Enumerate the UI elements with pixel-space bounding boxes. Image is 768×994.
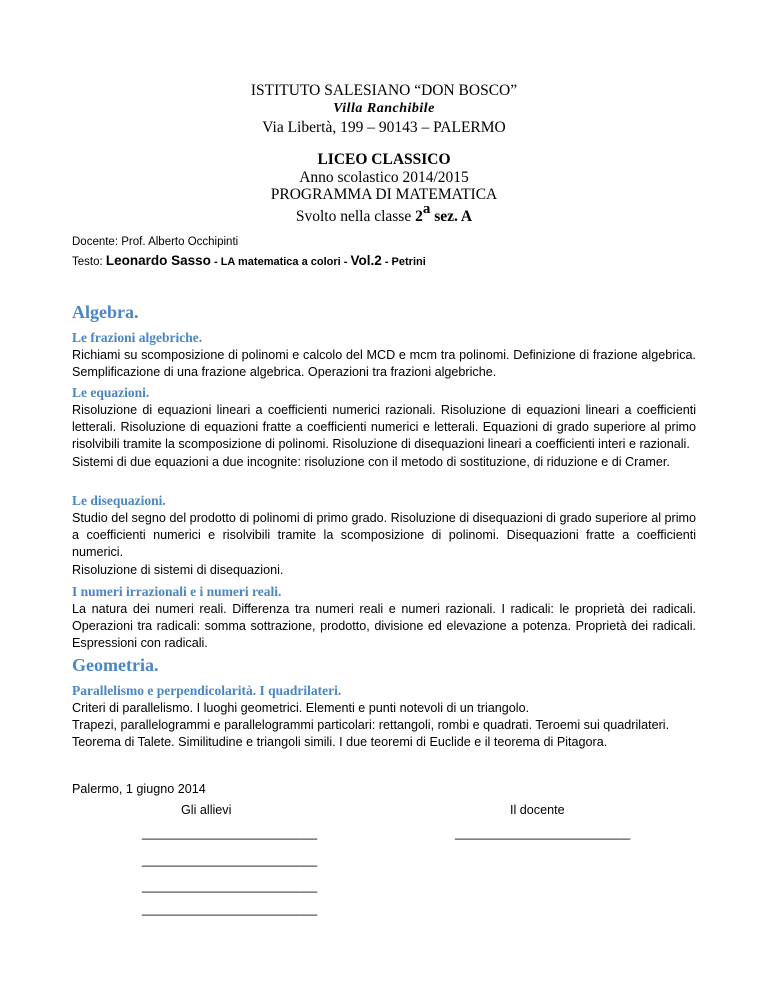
school-year: Anno scolastico 2014/2015 <box>299 169 469 186</box>
class-number: 2 <box>415 208 423 226</box>
subsection-title-parallelism: Parallelismo e perpendicolarità. I quadrilateri. <box>72 683 342 698</box>
paragraph-fractions <box>72 347 696 381</box>
student-signature-line: _________________________ <box>142 853 318 867</box>
paragraph-real-numbers <box>72 601 696 653</box>
teacher-line: Docente: Prof. Alberto Occhipinti <box>72 236 239 248</box>
student-signature-line: _________________________ <box>142 826 318 840</box>
paragraph-text: Trapezi, parallelogrammi e parallelogrammi particolari: rettangoli, rombi e quadrati. Teroemi sui quadrilateri. <box>72 718 670 733</box>
address: Via Libertà, 199 – 90143 – PALERMO <box>262 119 506 136</box>
paragraph-text: La natura dei numeri reali. Differenza tra numeri reali e numeri razionali. I radicali: le proprietà dei radicali. Operazioni tra radicali: somma sottrazione, prodotto, divisione ed elevazione a potenza. Proprietà dei radicali. Espressioni con radicali. <box>72 602 696 651</box>
textbook-title: - LA matematica a colori - <box>210 256 351 268</box>
paragraph-text: Risoluzione di equazioni lineari a coefficienti numerici razionali. Risoluzione di equazioni lineari a coefficienti letterali. Risoluzione di equazioni fratte a coefficienti numerici e letterali. Equazioni di grado superiore al primo risolvibili tramite la scomposizione di polinomi. Risoluzione di disequazioni lineari a coefficienti interi e razionali. <box>72 403 696 452</box>
geometry-heading: Geometria. <box>72 655 159 675</box>
subsection-title-fractions: Le frazioni algebriche. <box>72 330 203 345</box>
teacher-label: Il docente <box>510 803 565 817</box>
paragraph-text: Risoluzione di sistemi di disequazioni. <box>72 562 284 577</box>
textbook-publisher: - Petrini <box>381 256 426 268</box>
villa-name: Villa Ranchibile <box>333 101 435 116</box>
students-label: Gli allievi <box>181 803 232 817</box>
paragraph-inequalities <box>72 510 696 579</box>
paragraph-text: Studio del segno del prodotto di polinomi di primo grado. Risoluzione di disequazioni di grado superiore al primo a coefficienti numerici e risolvibili tramite la scomposizione di polinomi. Disequazioni fratte a coefficienti numerici. <box>72 511 696 560</box>
institute-name: ISTITUTO SALESIANO “DON BOSCO” <box>250 82 518 99</box>
program-title: PROGRAMMA DI MATEMATICA <box>270 186 498 203</box>
paragraph-parallelism <box>72 700 696 752</box>
subsection-title-real-numbers: I numeri irrazionali e i numeri reali. <box>72 584 282 599</box>
paragraph-equations <box>72 402 696 471</box>
class-superscript: a <box>422 201 431 217</box>
class-section: sez. A <box>430 208 473 226</box>
algebra-heading: Algebra. <box>72 302 139 322</box>
school-name: LICEO CLASSICO <box>317 151 451 168</box>
class-line <box>0 203 768 226</box>
paragraph-text: Richiami su scomposizione di polinomi e calcolo del MCD e mcm tra polinomi. Definizione di frazione algebrica. Semplificazione di una frazione algebrica. Operazioni tra frazioni algebriche. <box>72 348 696 380</box>
textbook-author: Leonardo Sasso <box>105 253 211 268</box>
teacher-signature-line: _________________________ <box>455 826 631 840</box>
subsection-title-equations: Le equazioni. <box>72 385 150 400</box>
paragraph-text: Criteri di parallelismo. I luoghi geometrici. Elementi e punti notevoli di un triangolo. <box>72 701 530 715</box>
student-signature-line: _________________________ <box>142 902 318 916</box>
paragraph-text: Sistemi di due equazioni a due incognite: risoluzione con il metodo di sostituzione, di riduzione e di Cramer. <box>72 454 670 469</box>
textbook-volume: Vol.2 <box>350 253 382 268</box>
paragraph-text: Teorema di Talete. Similitudine e triangoli simili. I due teoremi di Euclide e il teorema di Pitagora. <box>72 735 608 750</box>
subsection-title-inequalities: Le disequazioni. <box>72 493 166 508</box>
textbook-line <box>72 253 426 268</box>
textbook-label: Testo: <box>72 256 106 268</box>
student-signature-line: _________________________ <box>142 879 318 893</box>
place-date: Palermo, 1 giugno 2014 <box>72 782 206 796</box>
class-line-prefix: Svolto nella classe <box>295 208 416 226</box>
